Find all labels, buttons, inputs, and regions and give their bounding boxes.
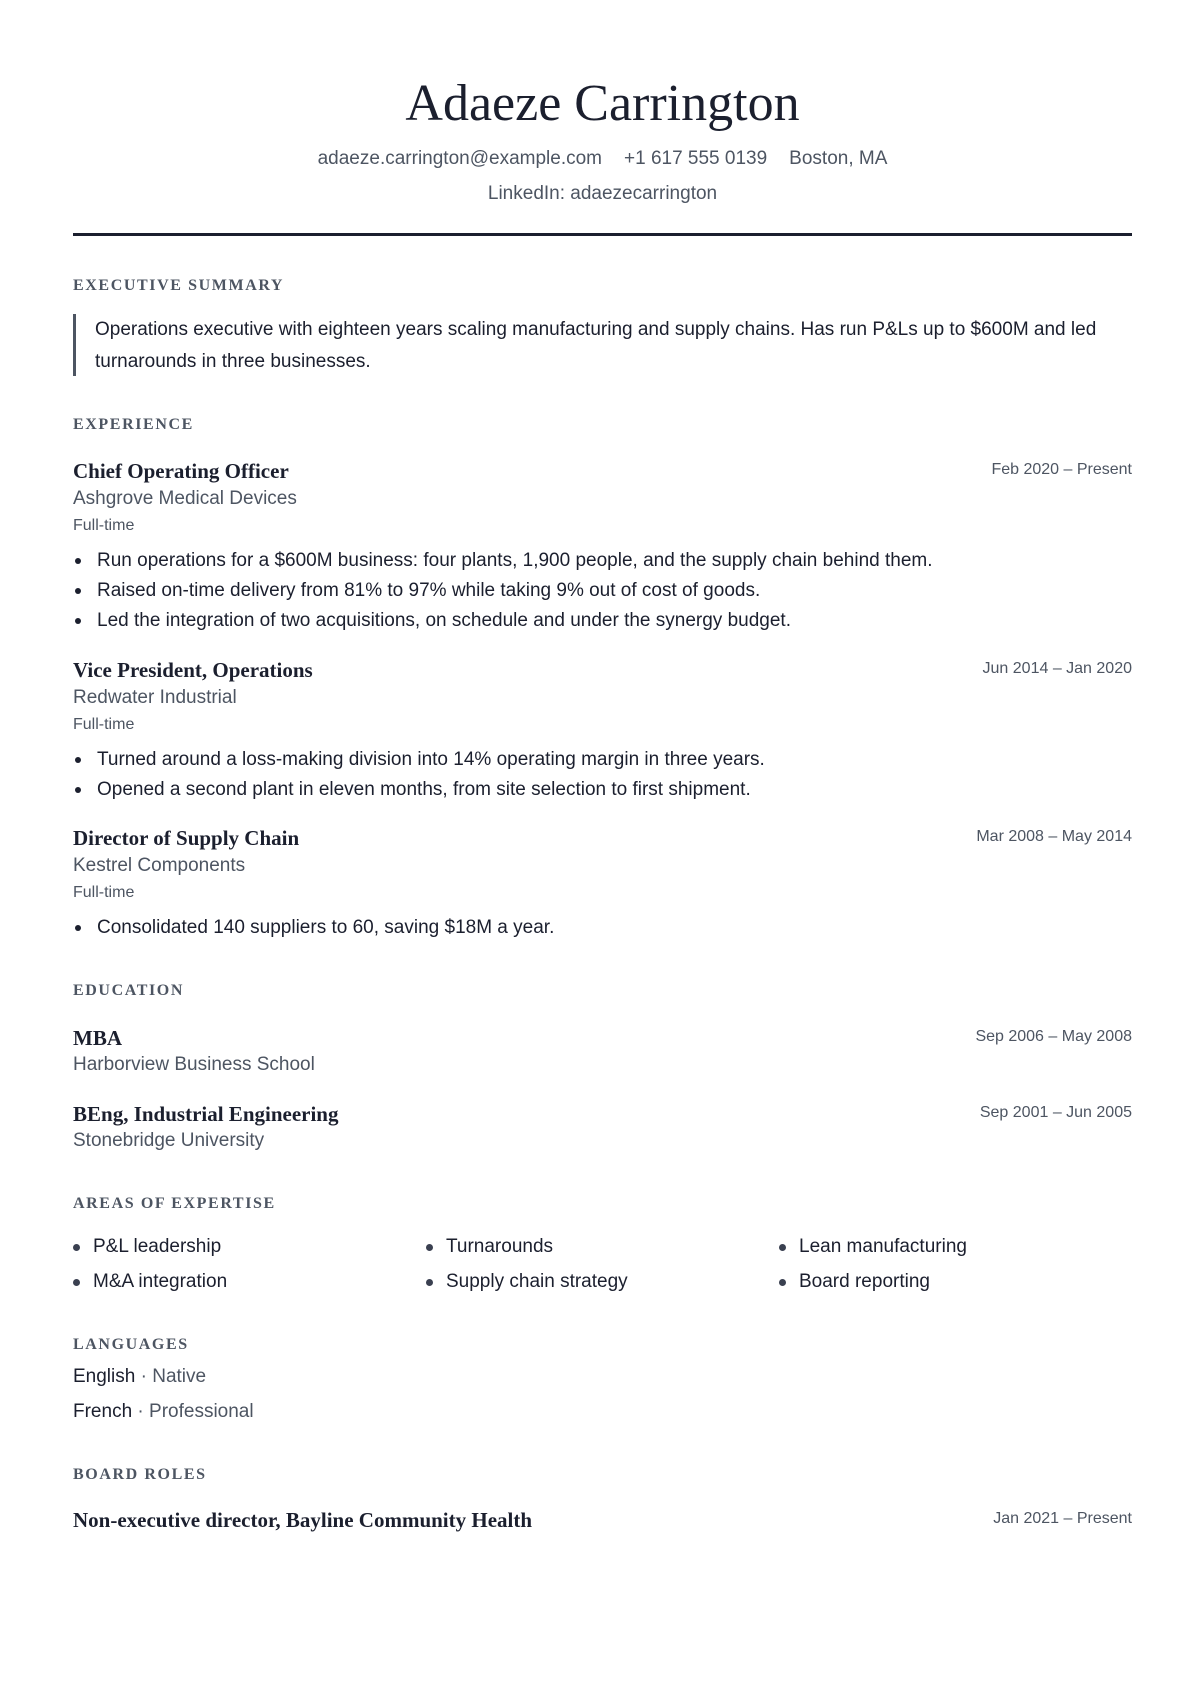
- skill-item: [426, 1270, 628, 1294]
- bullet-item: [73, 546, 1132, 576]
- board-dates: Jan 2021 – Present: [993, 1510, 1132, 1527]
- bullet-dot: [75, 787, 81, 793]
- school: Harborview Business School: [73, 1054, 315, 1075]
- job-dates: Jun 2014 – Jan 2020: [982, 660, 1132, 677]
- language-separator: ·: [140, 1366, 147, 1387]
- bullet-dot: [75, 757, 81, 763]
- job-bullets: [73, 745, 1132, 805]
- bullet-dot: [75, 618, 81, 624]
- skill-label: Turnarounds: [446, 1236, 554, 1257]
- bullet-dot: [75, 558, 81, 564]
- language-level: Professional: [149, 1401, 254, 1422]
- skill-dot: [426, 1279, 433, 1286]
- job-dates: Mar 2008 – May 2014: [976, 828, 1132, 845]
- job-bullets: [73, 913, 1132, 943]
- bullet-dot: [75, 925, 81, 931]
- bullet-item: [73, 606, 1132, 636]
- language-name: English: [73, 1366, 136, 1387]
- education-dates: Sep 2006 – May 2008: [975, 1028, 1132, 1045]
- location: Boston, MA: [789, 148, 888, 169]
- skill-dot: [779, 1244, 786, 1251]
- language-item: [73, 1365, 206, 1389]
- bullet-text: Opened a second plant in eleven months, from site selection to first shipment.: [97, 779, 751, 800]
- skill-dot: [426, 1244, 433, 1251]
- resume-page: [73, 0, 1132, 1698]
- skill-label: Lean manufacturing: [799, 1236, 967, 1257]
- education-heading: EDUCATION: [73, 982, 185, 999]
- languages-heading: LANGUAGES: [73, 1336, 189, 1353]
- bullet-item: [73, 913, 1132, 943]
- job-type: Full-time: [73, 884, 135, 901]
- job-title: Chief Operating Officer: [73, 459, 289, 483]
- bullet-text: Consolidated 140 suppliers to 60, saving $18M a year.: [97, 917, 555, 938]
- degree: MBA: [73, 1026, 122, 1050]
- bullet-item: [73, 576, 1132, 606]
- job-company: Ashgrove Medical Devices: [73, 488, 297, 509]
- job-type: Full-time: [73, 517, 135, 534]
- skill-dot: [73, 1279, 80, 1286]
- job-company: Redwater Industrial: [73, 687, 237, 708]
- bullet-text: Run operations for a $600M business: four plants, 1,900 people, and the supply chain behind them.: [97, 550, 933, 571]
- bullet-item: [73, 775, 1132, 805]
- candidate-name: Adaeze Carrington: [405, 75, 800, 132]
- skill-item: [73, 1270, 227, 1294]
- job-bullets: [73, 546, 1132, 636]
- bullet-text: Led the integration of two acquisitions, on schedule and under the synergy budget.: [97, 610, 791, 631]
- summary-heading: EXECUTIVE SUMMARY: [73, 277, 285, 294]
- job-type: Full-time: [73, 716, 135, 733]
- linkedin[interactable]: LinkedIn: adaezecarrington: [487, 183, 718, 204]
- school: Stonebridge University: [73, 1130, 265, 1151]
- board-heading: BOARD ROLES: [73, 1466, 207, 1483]
- degree: BEng, Industrial Engineering: [73, 1102, 339, 1126]
- job-company: Kestrel Components: [73, 855, 246, 876]
- experience-heading: EXPERIENCE: [73, 416, 194, 433]
- job-dates: Feb 2020 – Present: [991, 461, 1132, 478]
- board-role: Non-executive director, Bayline Community Health: [73, 1508, 533, 1532]
- email[interactable]: adaeze.carrington@example.com: [317, 148, 602, 169]
- skill-item: [73, 1235, 221, 1259]
- bullet-item: [73, 745, 1132, 775]
- phone[interactable]: +1 617 555 0139: [624, 148, 768, 169]
- skill-label: Board reporting: [799, 1271, 930, 1292]
- skill-item: [779, 1270, 930, 1294]
- language-item: [73, 1400, 254, 1424]
- bullet-dot: [75, 588, 81, 594]
- skill-item: [779, 1235, 967, 1259]
- skill-dot: [779, 1279, 786, 1286]
- skill-label: Supply chain strategy: [446, 1271, 628, 1292]
- job-title: Director of Supply Chain: [73, 826, 300, 850]
- education-dates: Sep 2001 – Jun 2005: [979, 1104, 1132, 1121]
- bullet-text: Turned around a loss-making division into 14% operating margin in three years.: [97, 749, 765, 770]
- header-divider: [73, 233, 1132, 236]
- language-level: Native: [152, 1366, 207, 1387]
- skill-item: [426, 1235, 553, 1259]
- summary-text: Operations executive with eighteen years scaling manufacturing and supply chains. Has run P&Ls up to $600M and led turnarounds in three businesses.: [73, 314, 1113, 376]
- skill-label: M&A integration: [93, 1271, 228, 1292]
- language-separator: ·: [137, 1401, 144, 1422]
- job-title: Vice President, Operations: [73, 658, 313, 682]
- skill-dot: [73, 1244, 80, 1251]
- language-name: French: [73, 1401, 133, 1422]
- skill-label: P&L leadership: [93, 1236, 222, 1257]
- expertise-heading: AREAS OF EXPERTISE: [73, 1195, 276, 1212]
- contact-row: [73, 147, 1132, 171]
- bullet-text: Raised on-time delivery from 81% to 97% while taking 9% out of cost of goods.: [97, 580, 761, 601]
